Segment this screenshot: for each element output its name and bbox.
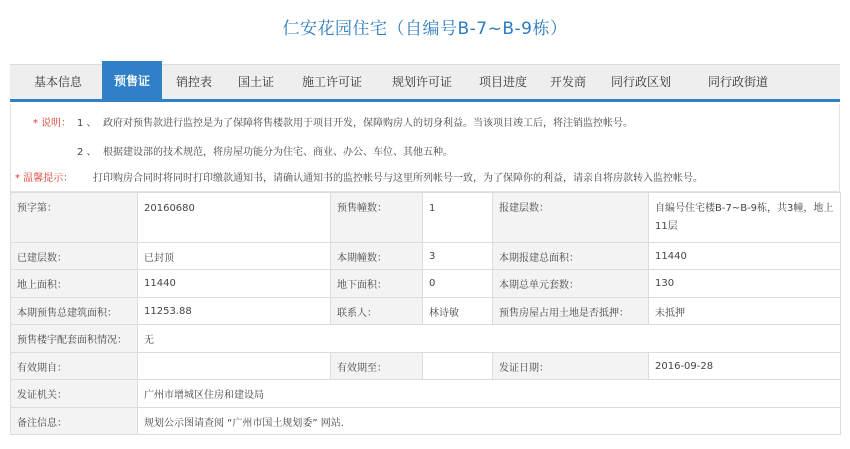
- table-row: [11, 193, 841, 243]
- contact-value: 林诗敏: [423, 298, 493, 325]
- presale-no-value: 20160680: [138, 193, 331, 243]
- presale-buildings-value: 1: [423, 193, 493, 243]
- table-row: [11, 298, 841, 325]
- explain-label: * 说明：: [32, 118, 71, 129]
- table-row: [11, 408, 841, 435]
- valid-to-label: 有效期至：: [331, 353, 423, 380]
- explain-item-2-number: 2 、: [77, 147, 97, 158]
- authority-label: 发证机关：: [11, 380, 138, 408]
- explain-item-2-text: 根据建设部的技术规范，将房屋功能分为住宅、商业、办公、车位、其他五种。: [103, 147, 453, 158]
- valid-to-value: [423, 353, 493, 380]
- presale-area-label: 本期预售总建筑面积：: [11, 298, 138, 325]
- table-row: [11, 325, 841, 353]
- tab-planning-permit[interactable]: 规划许可证: [391, 75, 452, 89]
- above-area-label: 地上面积：: [11, 270, 138, 298]
- issue-date-label: 发证日期：: [493, 353, 649, 380]
- table-row: [11, 243, 841, 270]
- period-buildings-label: 本期幢数：: [331, 243, 423, 270]
- presale-area-value: 11253.88: [138, 298, 331, 325]
- valid-from-label: 有效期自：: [11, 353, 138, 380]
- presale-no-label: 预字第：: [11, 193, 138, 243]
- tab-presale-permit[interactable]: 预售证: [102, 61, 162, 100]
- period-total-area-label: 本期报建总面积：: [493, 243, 649, 270]
- explain-item-1-text: 政府对预售款进行监控是为了保障将售楼款用于项目开发，保障购房人的切身利益。当该项目竣工后，将注销监控帐号。: [103, 118, 633, 129]
- page-title: 仁安花园住宅（自编号B-7~B-9栋）: [282, 19, 568, 39]
- tab-land-certificate[interactable]: 国土证: [237, 75, 274, 89]
- authority-value: 广州市增城区住房和建设局: [138, 380, 841, 408]
- issue-date-value: 2016-09-28: [649, 353, 841, 380]
- tab-construction-permit[interactable]: 施工许可证: [301, 75, 362, 89]
- tab-project-progress[interactable]: 项目进度: [478, 75, 527, 89]
- explain-item-1-number: 1 、: [77, 118, 97, 129]
- valid-from-value: [138, 353, 331, 380]
- table-row: [11, 353, 841, 380]
- mortgage-label: 预售房屋占用土地是否抵押：: [493, 298, 649, 325]
- presale-info-table: [10, 192, 841, 435]
- facility-area-value: 无: [138, 325, 841, 353]
- reported-floors-label: 报建层数：: [493, 193, 649, 243]
- period-total-area-value: 11440: [649, 243, 841, 270]
- built-floors-label: 已建层数：: [11, 243, 138, 270]
- below-area-label: 地下面积：: [331, 270, 423, 298]
- contact-label: 联系人：: [331, 298, 423, 325]
- mortgage-value: 未抵押: [649, 298, 841, 325]
- period-units-label: 本期总单元套数：: [493, 270, 649, 298]
- below-area-value: 0: [423, 270, 493, 298]
- tab-basic-info[interactable]: 基本信息: [33, 75, 82, 89]
- notice-panel: [10, 104, 840, 192]
- table-row: [11, 380, 841, 408]
- tip-text: 打印购房合同时将同时打印缴款通知书，请确认通知书的监控帐号与这里所列帐号一致，为了保障你的利益，请亲自将房款转入监控帐号。: [93, 173, 703, 184]
- facility-area-label: 预售楼宇配套面积情况：: [11, 325, 138, 353]
- table-row: [11, 270, 841, 298]
- built-floors-value: 已封顶: [138, 243, 331, 270]
- period-buildings-value: 3: [423, 243, 493, 270]
- remark-value: 规划公示图请查阅 “广州市国土规划委” 网站.: [138, 408, 841, 435]
- tab-developer[interactable]: 开发商: [549, 75, 586, 89]
- tab-same-district[interactable]: 同行政区划: [610, 75, 671, 89]
- above-area-value: 11440: [138, 270, 331, 298]
- tab-same-street[interactable]: 同行政街道: [707, 75, 768, 89]
- presale-buildings-label: 预售幢数：: [331, 193, 423, 243]
- tab-bar: [10, 64, 840, 102]
- remark-label: 备注信息：: [11, 408, 138, 435]
- period-units-value: 130: [649, 270, 841, 298]
- reported-floors-value: 自编号住宅楼B-7~B-9栋，共3幢，地上11层: [649, 193, 841, 243]
- tip-label: * 温馨提示：: [15, 173, 74, 184]
- tab-sales-control[interactable]: 销控表: [175, 75, 212, 89]
